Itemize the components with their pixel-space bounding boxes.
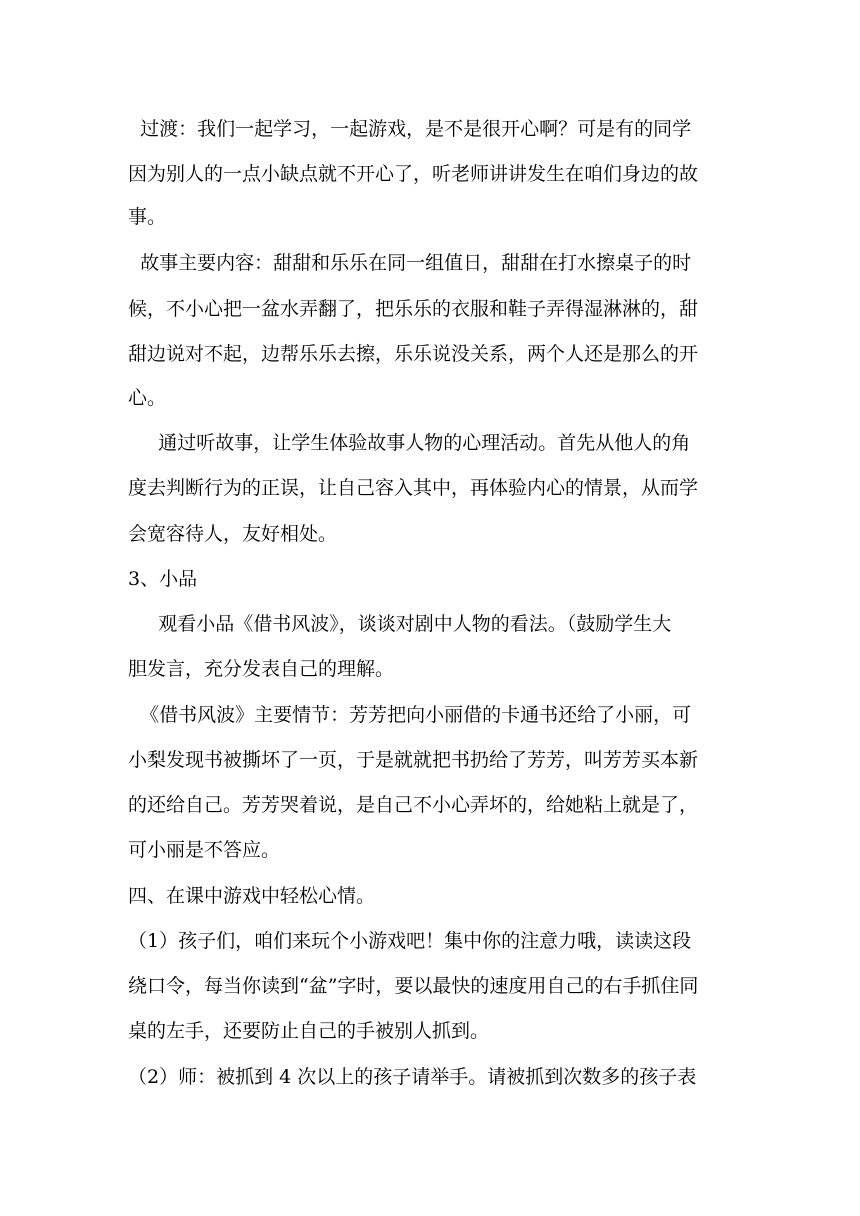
text-line-5: 候，不小心把一盆水弄翻了，把乐乐的衣服和鞋子弄得湿淋淋的，甜	[128, 298, 699, 320]
text-line-10: 会宽容待人，友好相处。	[128, 523, 338, 545]
text-line-15: 小梨发现书被撕坏了一页，于是就就把书扔给了芳芳，叫芳芳买本新	[128, 749, 699, 771]
text-line-16: 的还给自己。芳芳哭着说，是自己不小心弄坏的，给她粘上就是了，	[128, 794, 699, 816]
text-line-8: 通过听故事，让学生体验故事人物的心理活动。首先从他人的角	[128, 432, 691, 454]
text-line-6: 甜边说对不起，边帮乐乐去擦，乐乐说没关系，两个人还是那么的开	[128, 343, 699, 365]
section-heading-3: 3、小品	[128, 568, 198, 590]
text-line-2: 因为别人的一点小缺点就不开心了，听老师讲讲发生在咱们身边的故	[128, 163, 699, 185]
text-line-17: 可小丽是不答应。	[128, 839, 281, 861]
text-line-7: 心。	[128, 387, 167, 409]
text-line-21: 桌的左手，还要防止自己的手被别人抓到。	[128, 1020, 490, 1042]
text-line-22: （2）师：被抓到 4 次以上的孩子请举手。请被抓到次数多的孩子表	[128, 1066, 697, 1088]
text-line-12: 观看小品《借书风波》，谈谈对剧中人物的看法。（鼓励学生大	[128, 613, 672, 635]
text-line-1: 过渡：我们一起学习，一起游戏，是不是很开心啊？可是有的同学	[128, 118, 692, 140]
section-heading-4: 四、在课中游戏中轻松心情。	[128, 885, 376, 907]
text-line-4: 故事主要内容：甜甜和乐乐在同一组值日，甜甜在打水擦桌子的时	[128, 252, 692, 274]
text-line-13: 胆发言，充分发表自己的理解。	[128, 658, 395, 680]
text-line-19: （1）孩子们，咱们来玩个小游戏吧！集中你的注意力哦，读读这段	[128, 930, 692, 952]
text-line-9: 度去判断行为的正误，让自己容入其中，再体验内心的情景，从而学	[128, 477, 699, 499]
text-line-14: 《借书风波》主要情节：芳芳把向小丽借的卡通书还给了小丽，可	[128, 704, 692, 726]
text-line-20: 绕口令，每当你读到“盆”字时，要以最快的速度用自己的右手抓住同	[128, 975, 699, 997]
text-line-3: 事。	[128, 206, 167, 228]
